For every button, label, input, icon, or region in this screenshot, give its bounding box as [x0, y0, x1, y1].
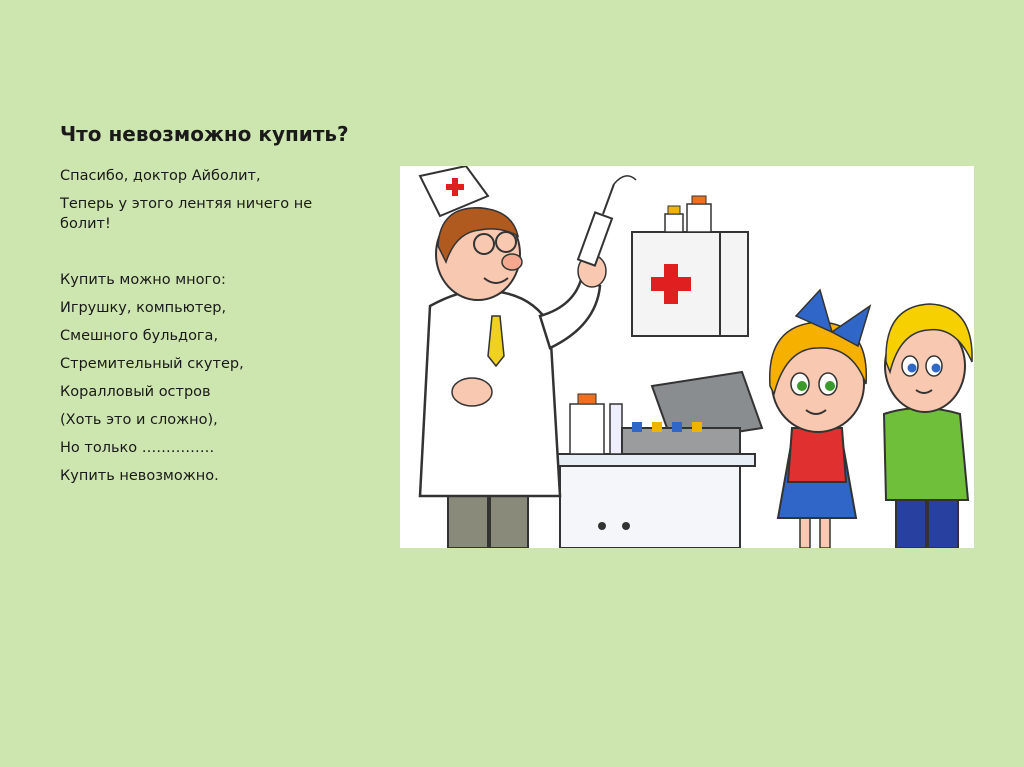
poem-line: Купить можно много: [60, 272, 226, 288]
poem-line: Игрушку, компьютер, [60, 300, 227, 316]
poem-line: (Хоть это и сложно), [60, 412, 218, 428]
first-aid-cabinet-icon [632, 196, 748, 336]
poem-line: Стремительный скутер, [60, 356, 244, 372]
poem-text [60, 166, 360, 494]
poem-line: Смешного бульдога, [60, 328, 219, 344]
girl-icon [770, 290, 870, 548]
poem-line: Коралловый остров [60, 384, 211, 400]
poem-line: Теперь у этого лентяя ничего не болит! [60, 196, 313, 232]
poem-line: Купить невозможно. [60, 468, 219, 484]
medicine-case-icon [622, 372, 762, 454]
boy-icon [884, 304, 972, 548]
poem-line: Спасибо, доктор Айболит, [60, 168, 261, 184]
poem-line: Но только …………… [60, 440, 215, 456]
doctor-illustration [400, 166, 974, 548]
page-title: Что невозможно купить? [60, 122, 349, 146]
syringe-icon [578, 176, 636, 266]
